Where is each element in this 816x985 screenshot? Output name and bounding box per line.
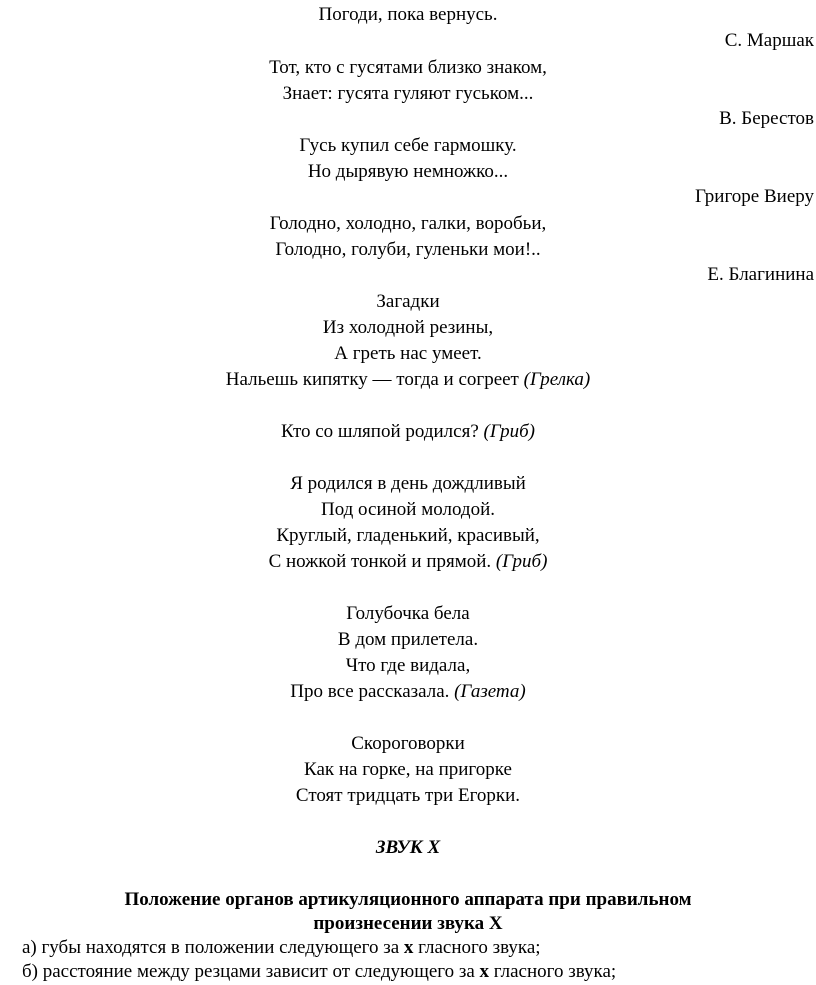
poem-line: Погоди, пока вернусь. [318, 4, 498, 25]
poem-author: Е. Благинина [707, 264, 814, 285]
riddle-line-with-answer [0, 419, 816, 445]
riddle-answer: (Гриб) [483, 421, 535, 442]
tongue-twister-line: Стоят тридцать три Егорки. [295, 785, 521, 806]
list-item-text: гласного звука; [413, 937, 541, 958]
riddle-text: С ножкой тонкой и прямой. [268, 551, 492, 572]
riddle-line: Из холодной резины, [322, 317, 494, 338]
list-item-sound: х [403, 937, 414, 958]
poem-author: С. Маршак [724, 30, 814, 51]
riddle-answer: (Грелка) [523, 369, 591, 390]
tongue-twister-line: Как на горке, на пригорке [304, 759, 512, 780]
tongue-twisters-heading: Скороговорки [351, 733, 465, 754]
poem-line: Но дырявую немножко... [307, 161, 509, 182]
riddle-answer: (Газета) [454, 681, 526, 702]
riddle-line: В дом прилетела. [337, 629, 479, 650]
riddle-line: Я родился в день дождливый [290, 473, 526, 494]
section-subtitle: произнесении звука Х [313, 913, 503, 934]
poem-line: Знает: гусята гуляют гуськом... [282, 83, 534, 104]
riddle-text: Нальешь кипятку — тогда и согреет [225, 369, 519, 390]
list-item [0, 959, 816, 985]
riddle-line-with-answer [0, 679, 816, 705]
poem-line: Тот, кто с гусятами близко знаком, [269, 57, 547, 78]
section-title: ЗВУК Х [375, 837, 441, 858]
list-item [0, 935, 816, 961]
riddle-line: Что где видала, [345, 655, 471, 676]
list-item-sound: х [479, 961, 490, 982]
poem-line: Гусь купил себе гармошку. [299, 135, 517, 156]
riddle-text: Кто со шляпой родился? [281, 421, 479, 442]
riddle-line-with-answer [0, 549, 816, 575]
riddle-line-with-answer [0, 367, 816, 393]
poem-line: Голодно, голуби, гуленьки мои!.. [275, 239, 541, 260]
riddle-line: Голубочка бела [346, 603, 470, 624]
list-item-text: б) расстояние между резцами зависит от следующего за [22, 961, 480, 982]
riddle-answer: (Гриб) [495, 551, 548, 572]
riddle-line: Круглый, гладенький, красивый, [276, 525, 540, 546]
riddle-text: Про все рассказала. [290, 681, 450, 702]
list-item-text: гласного звука; [489, 961, 617, 982]
poem-line: Голодно, холодно, галки, воробьи, [269, 213, 547, 234]
riddle-line: Под осиной молодой. [320, 499, 496, 520]
list-item-text: а) губы находятся в положении следующего за [22, 937, 404, 958]
section-subtitle: Положение органов артикуляционного аппарата при правильном [124, 889, 692, 910]
poem-author: Григоре Виеру [695, 186, 814, 207]
poem-author: В. Берестов [719, 108, 814, 129]
riddles-heading: Загадки [376, 291, 440, 312]
riddle-line: А греть нас умеет. [334, 343, 482, 364]
